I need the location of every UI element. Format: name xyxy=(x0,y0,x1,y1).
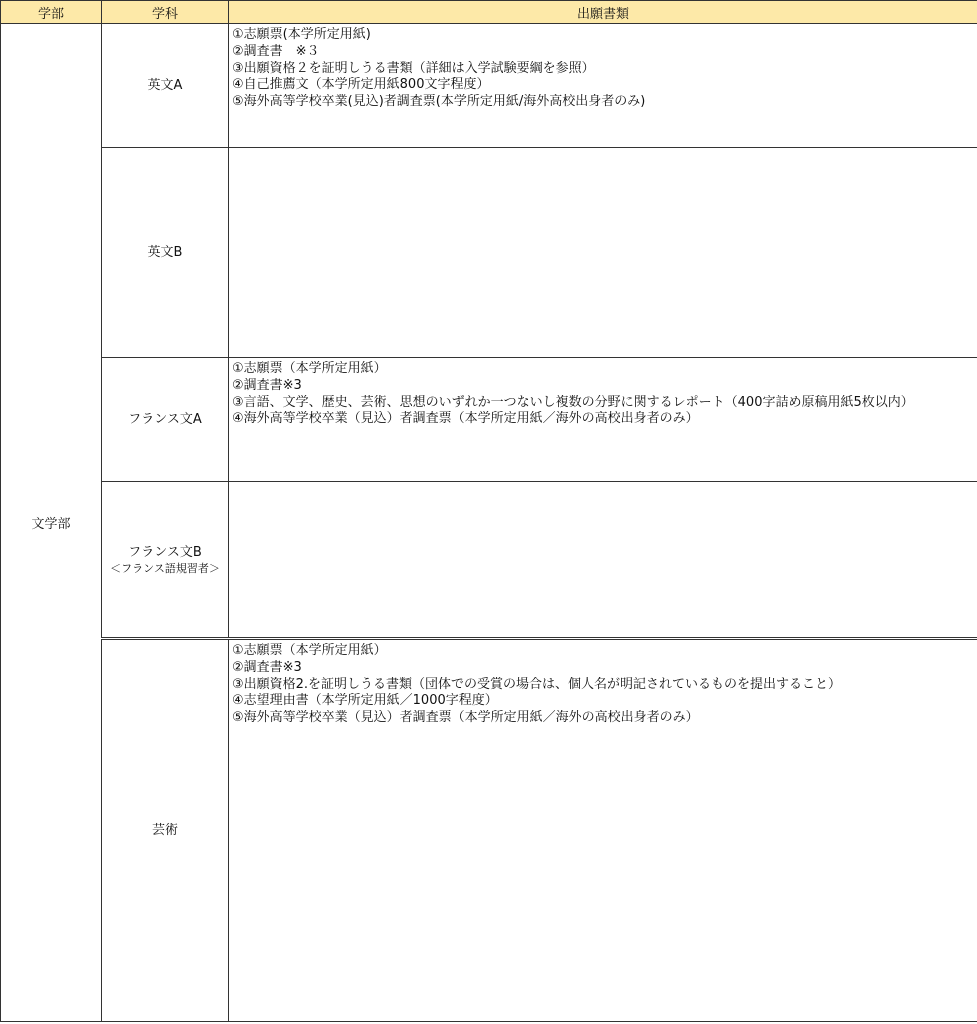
table-row xyxy=(1,482,977,639)
table-row xyxy=(1,24,977,148)
department-cell[interactable] xyxy=(102,148,229,358)
document-item: ③言語、文学、歴史、芸術、思想のいずれか一つないし複数の分野に関するレポート（400字詰め原稿用紙5枚以内） xyxy=(232,394,914,410)
document-item: ③出願資格２を証明しうる書類（詳細は入学試験要綱を参照） xyxy=(232,60,595,76)
document-item: ②調査書※3 xyxy=(232,659,302,675)
department-label: 芸術 xyxy=(151,822,178,838)
document-item: ⑤海外高等学校卒業（見込）者調査票（本学所定用紙／海外の高校出身者のみ） xyxy=(232,710,699,726)
header-row xyxy=(1,1,977,24)
department-cell[interactable] xyxy=(102,358,229,482)
document-item: ⑤海外高等学校卒業(見込)者調査票(本学所定用紙/海外高校出身者のみ) xyxy=(232,94,646,110)
documents-cell[interactable] xyxy=(229,639,977,1022)
document-item: ①志願票(本学所定用紙) xyxy=(232,27,371,42)
table-row xyxy=(1,358,977,482)
header-documents[interactable]: 出願書類 xyxy=(229,1,977,24)
documents-cell[interactable] xyxy=(229,24,977,148)
table-row xyxy=(1,639,977,1022)
document-item: ③出願資格2.を証明しうる書類（団体での受賞の場合は、個人名が明記されているものを提出すること） xyxy=(232,676,842,692)
table-row xyxy=(1,148,977,358)
document-item: ④海外高等学校卒業（見込）者調査票（本学所定用紙／海外の高校出身者のみ） xyxy=(232,411,699,427)
department-label: 英文A xyxy=(147,77,183,93)
document-item: ②調査書※3 xyxy=(232,377,302,393)
header-faculty[interactable]: 学部 xyxy=(1,1,102,24)
department-cell[interactable] xyxy=(102,24,229,148)
document-item: ①志願票（本学所定用紙） xyxy=(232,361,387,376)
department-label: 英文B xyxy=(147,244,183,260)
header-department[interactable]: 学科 xyxy=(102,1,229,24)
documents-cell[interactable] xyxy=(229,482,977,639)
department-cell[interactable] xyxy=(102,639,229,1022)
document-item: ④志望理由書（本学所定用紙／1000字程度） xyxy=(232,693,498,709)
department-label: フランス文A xyxy=(128,411,202,427)
document-item: ②調査書 ※３ xyxy=(232,43,320,59)
department-label: フランス文B xyxy=(128,544,202,560)
document-item: ①志願票（本学所定用紙） xyxy=(232,643,387,658)
document-item: ④自己推薦文（本学所定用紙800文字程度） xyxy=(232,77,490,93)
department-cell[interactable] xyxy=(102,482,229,639)
department-sublabel: ＜フランス語規習者＞ xyxy=(110,561,220,575)
faculty-cell[interactable]: 文学部 xyxy=(1,24,102,1022)
documents-cell[interactable] xyxy=(229,358,977,482)
documents-cell[interactable] xyxy=(229,148,977,358)
